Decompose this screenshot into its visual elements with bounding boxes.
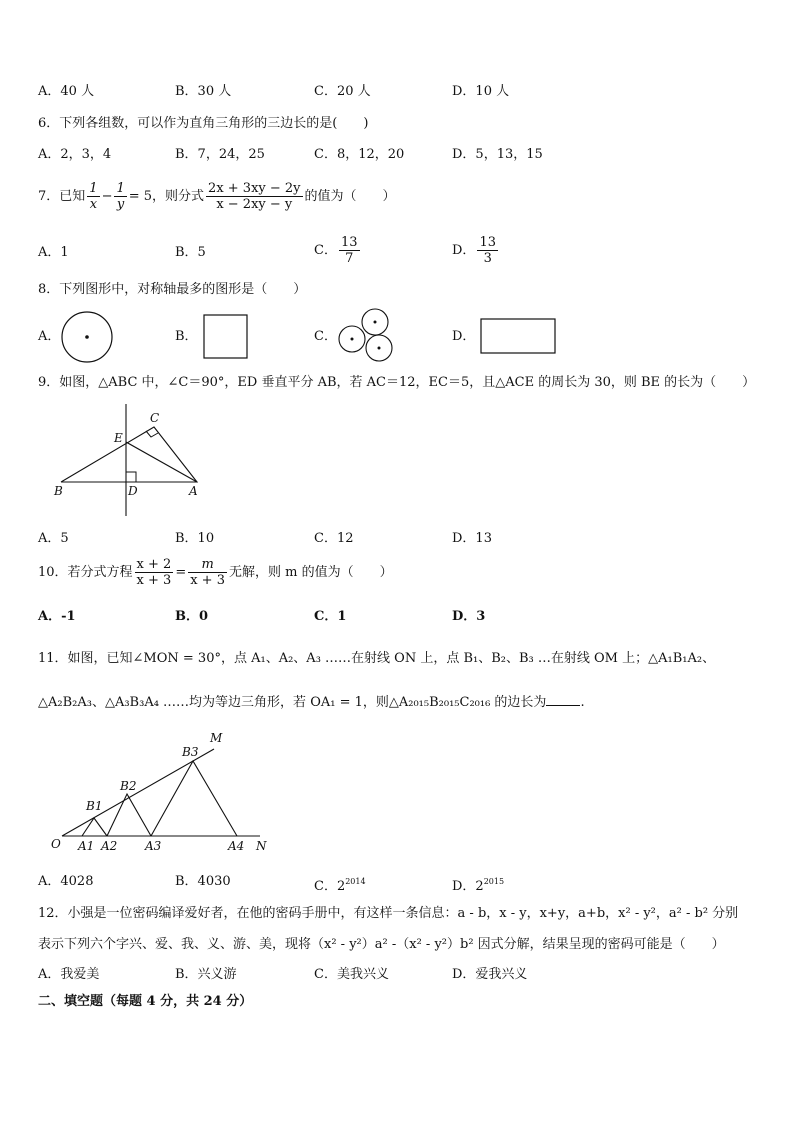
q12-option-a: A．我爱美 xyxy=(38,967,100,982)
label-A3: A3 xyxy=(145,839,162,853)
q9-stem: 9．如图，△ABC 中，∠C＝90°，ED 垂直平分 AB，若 AC＝12，EC＝5，且△ACE 的周长为 30，则 BE 的长为（ ） xyxy=(38,375,756,390)
q5-option-d: D．10 人 xyxy=(452,84,510,99)
label-O: O xyxy=(51,837,61,851)
q8-option-b: B． xyxy=(175,329,198,344)
answer-blank xyxy=(546,693,580,706)
q7-option-d: D． $\frac{13}{3}$ xyxy=(452,235,496,266)
q11-line-1: 11．如图，已知∠MON = 30°，点 A₁、A₂、A₃ ……在射线 ON 上，点 B₁、B₂、B₃ …在射线 OM 上；△A₁B₁A₂、 xyxy=(38,651,716,666)
label-B2: B2 xyxy=(120,779,137,793)
label-M: M xyxy=(210,731,223,745)
q8-option-a: A． xyxy=(38,329,61,344)
q6-option-c: C．8，12，20 xyxy=(314,147,405,162)
q10-fraction-2: $\frac{m}{x + 3}$ xyxy=(190,557,225,588)
label-C: C xyxy=(150,411,160,425)
q7-stem xyxy=(38,181,396,213)
q5-option-c: C．20 人 xyxy=(314,84,371,99)
label-A2: A2 xyxy=(101,839,118,853)
q12-option-d: D．爱我兴义 xyxy=(452,967,528,982)
label-A4: A4 xyxy=(228,839,245,853)
q10-option-b: B．0 xyxy=(175,609,209,624)
section-2-heading: 二、填空题（每题 4 分，共 24 分） xyxy=(38,994,253,1009)
q7-option-a: A．1 xyxy=(38,245,69,260)
q9-option-a: A．5 xyxy=(38,531,69,546)
q12-line-1: 12．小强是一位密码编译爱好者，在他的密码手册中，有这样一条信息：a - b，x - y，x+y，a+b，x² - y²，a² - b² 分别 xyxy=(38,906,739,921)
q5-option-a: A．40 人 xyxy=(38,84,95,99)
q11-equilateral-triangles-figure xyxy=(48,728,278,858)
q7-eq: = 5，则分式 xyxy=(128,189,205,204)
label-A: A xyxy=(189,484,198,498)
label-B: B xyxy=(54,484,63,498)
q11-option-c: C．$2^{2014}$ xyxy=(314,877,366,894)
q9-triangle-figure xyxy=(50,400,210,518)
q11-option-a: A．4028 xyxy=(38,874,94,889)
q7-fraction-2: $\frac{1}{y}$ xyxy=(116,181,125,212)
q10-stem: 10．若分式方程 $\frac{x + 2}{x + 3}$ = $\frac{m}{x + 3}$ 无解，则 m 的值为（ ） xyxy=(38,557,393,588)
q6-stem: 6．下列各组数，可以作为直角三角形的三边长的是( ) xyxy=(38,116,369,131)
rectangle-figure xyxy=(480,318,558,356)
label-E: E xyxy=(114,431,123,445)
q12-option-b: B．兴义游 xyxy=(175,967,237,982)
q7-fraction-1: $\frac{1}{x}$ xyxy=(89,181,98,212)
label-D: D xyxy=(128,484,138,498)
q7-fraction-3: $\frac{2x + 3xy - 2y}{x - 2xy - y}$ xyxy=(208,181,301,212)
q12-line-2: 表示下列六个字兴、爱、我、义、游、美，现将（x² - y²）a² -（x² - y²）b² 因式分解，结果呈现的密码可能是（ ） xyxy=(38,937,725,952)
circle-figure xyxy=(60,311,114,365)
q7-minus: − xyxy=(101,189,113,204)
q8-stem: 8．下列图形中，对称轴最多的图形是（ ） xyxy=(38,282,307,297)
q11-option-d: D．$2^{2015}$ xyxy=(452,877,505,894)
q10-option-a: A．-1 xyxy=(38,609,76,624)
label-B3: B3 xyxy=(182,745,199,759)
label-A1: A1 xyxy=(78,839,95,853)
q7-option-b: B．5 xyxy=(175,245,206,260)
q5-option-b: B．30 人 xyxy=(175,84,232,99)
q9-option-b: B．10 xyxy=(175,531,215,546)
q7-prefix: 7．已知 xyxy=(38,189,86,204)
q8-option-c: C． xyxy=(314,329,337,344)
q10-fraction-1: $\frac{x + 2}{x + 3}$ xyxy=(136,557,172,588)
q10-option-c: C．1 xyxy=(314,609,347,624)
q11-line-2: △A₂B₂A₃、△A₃B₃A₄ ……均为等边三角形，若 OA₁ = 1，则△A₂₀₁₅B₂₀₁₅C₂₀₁₆ 的边长为 . xyxy=(38,695,585,710)
label-B1: B1 xyxy=(86,799,103,813)
label-N: N xyxy=(256,839,267,853)
q7-suffix: 的值为（ ） xyxy=(304,189,396,204)
q11-option-b: B．4030 xyxy=(175,874,231,889)
square-figure xyxy=(203,314,249,360)
q8-option-d: D． xyxy=(452,329,476,344)
q10-option-d: D．3 xyxy=(452,609,486,624)
q7-option-c: C． $\frac{13}{7}$ xyxy=(314,235,358,266)
q6-option-b: B．7，24，25 xyxy=(175,147,265,162)
q6-option-a: A．2，3，4 xyxy=(38,147,112,162)
q12-option-c: C．美我兴义 xyxy=(314,967,389,982)
three-circles-figure xyxy=(336,306,396,366)
q9-option-d: D．13 xyxy=(452,531,492,546)
q6-option-d: D．5，13，15 xyxy=(452,147,543,162)
q9-option-c: C．12 xyxy=(314,531,354,546)
